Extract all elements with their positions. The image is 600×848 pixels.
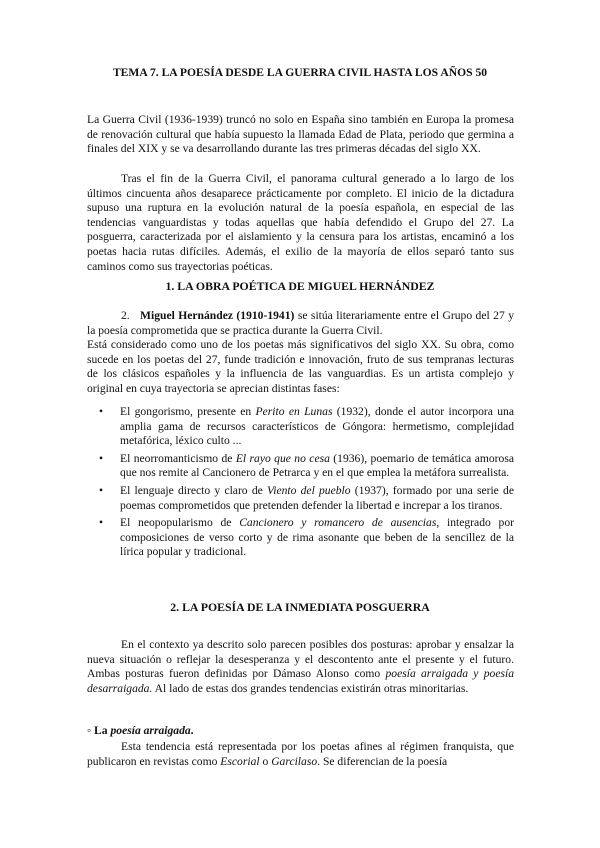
list-item	[87, 452, 514, 481]
section-2-heading: 2. LA POESÍA DE LA INMEDIATA POSGUERRA	[170, 600, 430, 614]
intro-paragraph-1: La Guerra Civil (1936-1939) truncó no solo en España sino también en Europa la promesa de renovación cultural que había supuesto la llamada Edad de Plata, periodo que germina a finales del XIX y se va desarrollando durante las tres primeras décadas del siglo XX.	[87, 113, 514, 156]
paragraph-text: o	[259, 754, 272, 768]
bullet-icon: •	[99, 451, 104, 465]
item-text: integrado por composiciones de verso corto y de rima asonante que beben de la sencillez de la lírica popular y tradicional.	[120, 516, 514, 559]
section-1-paragraph-1	[87, 309, 514, 338]
section-1-paragraph-2: Está considerado como uno de los poetas más significativos del siglo XX. Su obra, como sucede en los poetas del 27, funde tradición e innovación, fruto de sus tempranas lecturas de los clásicos españoles y la influencia de las vanguardias. Es un artista complejo y original en cuya trayectoria se aprecian distintas fases:	[87, 338, 514, 395]
item-text: (1932), donde el autor incorpora una amplia gama de recursos característicos de Góngora: hermetismo, complejidad metafórica, léxico culto ...	[120, 405, 514, 448]
subheading-end: .	[190, 724, 194, 737]
bullet-icon: •	[99, 483, 104, 497]
work-title: El rayo que no cesa	[235, 451, 330, 465]
phases-list	[87, 405, 514, 561]
subheading-italic: poesía arraigada	[110, 724, 191, 737]
item-text: El neorromanticismo de	[120, 451, 236, 465]
work-title: Perito en Lunas	[255, 405, 333, 418]
term-italic: poesía arraigada y poesía desarraigada.	[87, 667, 514, 695]
list-item	[87, 484, 514, 513]
item-text: El gongorismo, presente en	[120, 405, 256, 418]
circle-bullet-icon: ◦	[87, 724, 92, 737]
magazine-title: Escorial	[220, 754, 260, 768]
paragraph-text: Al lado de estas dos grandes tendencias existirán otras minoritarias.	[152, 681, 469, 695]
section-2-paragraph-1	[87, 638, 514, 696]
item-text: El neopopularismo de	[120, 516, 240, 530]
paragraph-text: . Se diferencian de la poesía	[317, 754, 448, 768]
paragraph-text: Esta tendencia está representada por los poetas afines al régimen franquista, que publicaron en revistas como	[87, 740, 514, 768]
paragraph-text: En el contexto ya descrito solo parecen posibles dos posturas: aprobar y ensalzar la nueva situación o reflejar la desesperanza y el descontento ante el presente y el futuro. Ambas posturas fueron definidas por Dámaso Alonso como	[87, 638, 514, 681]
list-item	[87, 405, 514, 449]
paragraph-text: se sitúa literariamente entre el Grupo del 27 y la poesía comprometida que se practica durante la Guerra Civil.	[87, 309, 514, 337]
subheading-bold: La	[94, 724, 111, 737]
list-item	[87, 516, 514, 560]
item-text: El lenguaje directo y claro de	[120, 483, 267, 497]
item-text: (1937), formado por una serie de poemas comprometidos que pretenden defender la libertad e increpar a los tiranos.	[120, 483, 514, 512]
document-title: TEMA 7. LA POESÍA DESDE LA GUERRA CIVIL HASTA LOS AÑOS 50	[112, 66, 488, 79]
item-number: 2.	[121, 309, 130, 322]
magazine-title: Garcilaso	[271, 754, 318, 768]
bullet-icon: •	[99, 405, 104, 418]
bullet-icon: •	[99, 516, 104, 530]
item-text: (1936), poemario de temática amorosa que nos remite al Cancionero de Petrarca y en el que emplea la metáfora surrealista.	[120, 451, 514, 480]
author-name: Miguel Hernández (1910-1941)	[140, 309, 295, 322]
work-title: Viento del pueblo	[267, 483, 351, 497]
section-2-paragraph-2	[87, 740, 514, 769]
section-1-heading: 1. LA OBRA POÉTICA DE MIGUEL HERNÁNDEZ	[165, 279, 435, 293]
subheading-poesia-arraigada	[87, 724, 514, 739]
intro-paragraph-2: Tras el fin de la Guerra Civil, el panorama cultural generado a lo largo de los últimos cincuenta años desaparece prácticamente por completo. El inicio de la dictadura supuso una ruptura en la evolución natural de la poesía española, en especial de las tendencias vanguardistas y todas aquellas que había defendido el Grupo del 27. La posguerra, caracterizada por el aislamiento y la censura para los artistas, encaminó a los poetas hacia rutas difíciles. Además, el exilio de la mayoría de ellos separó tanto sus caminos como sus trayectorias poéticas.	[87, 172, 514, 273]
work-title: Cancionero y romancero de ausencias,	[239, 516, 440, 530]
